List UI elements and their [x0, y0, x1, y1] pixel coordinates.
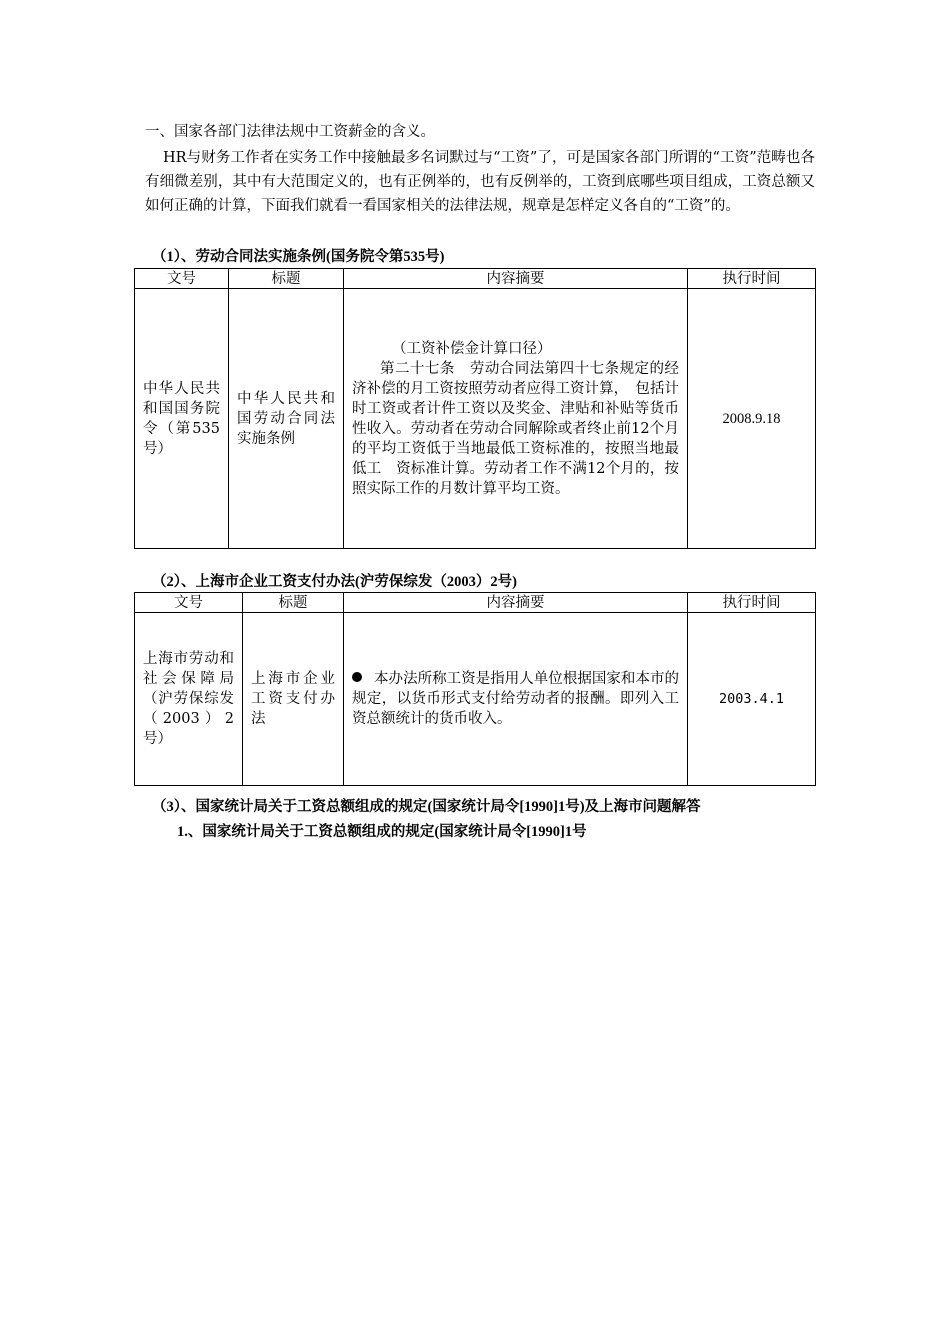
section1-table: [134, 268, 816, 549]
section2-table: [134, 592, 816, 786]
cell-doc-no: 中华人民共和国国务院令（第535号）: [135, 289, 229, 549]
header-doc-no: 文号: [135, 269, 229, 289]
header-title: 标题: [243, 593, 344, 613]
table-row: [135, 613, 816, 786]
table-header-row: [135, 269, 816, 289]
intro-paragraph: HR与财务工作者在实务工作中接触最多名词默过与“工资”了，可是国家各部门所谓的“工资”范畴也各有细微差别，其中有大范围定义的，也有正例举的，也有反例举的，工资到底哪些项目组成，工资总额又如何正确的计算，下面我们就看一看国家相关的法律法规，规章是怎样定义各自的“工资”的。: [145, 150, 815, 214]
summary-text: 第二十七条 劳动合同法第四十七条规定的经济补偿的月工资按照劳动者应得工资计算， 包括计时工资或者计件工资以及奖金、津贴和补贴等货币性收入。劳动者在劳动合同解除或者终止前12个月的平均工资低于当地最低工资标准的，按照当地最低工 资标准计算。劳动者工作不满12个月的，按照实际工作的月数计算平均工资。: [352, 360, 679, 497]
table-header-row: [135, 593, 816, 613]
header-doc-no: 文号: [135, 593, 243, 613]
cell-date: 2003.4.1: [688, 613, 816, 786]
header-date: 执行时间: [688, 593, 816, 613]
intro-title: 一、国家各部门法律法规中工资薪金的含义。: [145, 124, 435, 140]
section2-heading: （2）、上海市企业工资支付办法(沪劳保综发（2003）2号): [152, 574, 517, 590]
cell-title: 中华人民共和国劳动合同法实施条例: [229, 289, 344, 549]
cell-title: 上海市企业工资支付办法: [243, 613, 344, 786]
cell-date: 2008.9.18: [688, 289, 816, 549]
header-summary: 内容摘要: [344, 269, 688, 289]
header-title: 标题: [229, 269, 344, 289]
header-date: 执行时间: [688, 269, 816, 289]
summary-text: 本办法所称工资是指用人单位根据国家和本市的规定，以货币形式支付给劳动者的报酬。即列入工资总额统计的货币收入。: [352, 671, 679, 727]
section1-heading: （1）、劳动合同法实施条例(国务院令第535号): [152, 249, 445, 265]
cell-doc-no: 上海市劳动和社会保障局（沪劳保综发（2003）2号）: [135, 613, 243, 786]
cell-summary: [344, 613, 688, 786]
header-summary: 内容摘要: [344, 593, 688, 613]
cell-summary: [344, 289, 688, 549]
table-row: [135, 289, 816, 549]
bullet-icon: [352, 672, 362, 682]
section3-heading: （3）、国家统计局关于工资总额组成的规定(国家统计局令[1990]1号)及上海市问题解答: [152, 799, 701, 815]
summary-heading: （工资补偿金计算口径）: [392, 340, 552, 357]
section3-subheading: 1.、国家统计局关于工资总额组成的规定(国家统计局令[1990]1号: [177, 824, 587, 840]
